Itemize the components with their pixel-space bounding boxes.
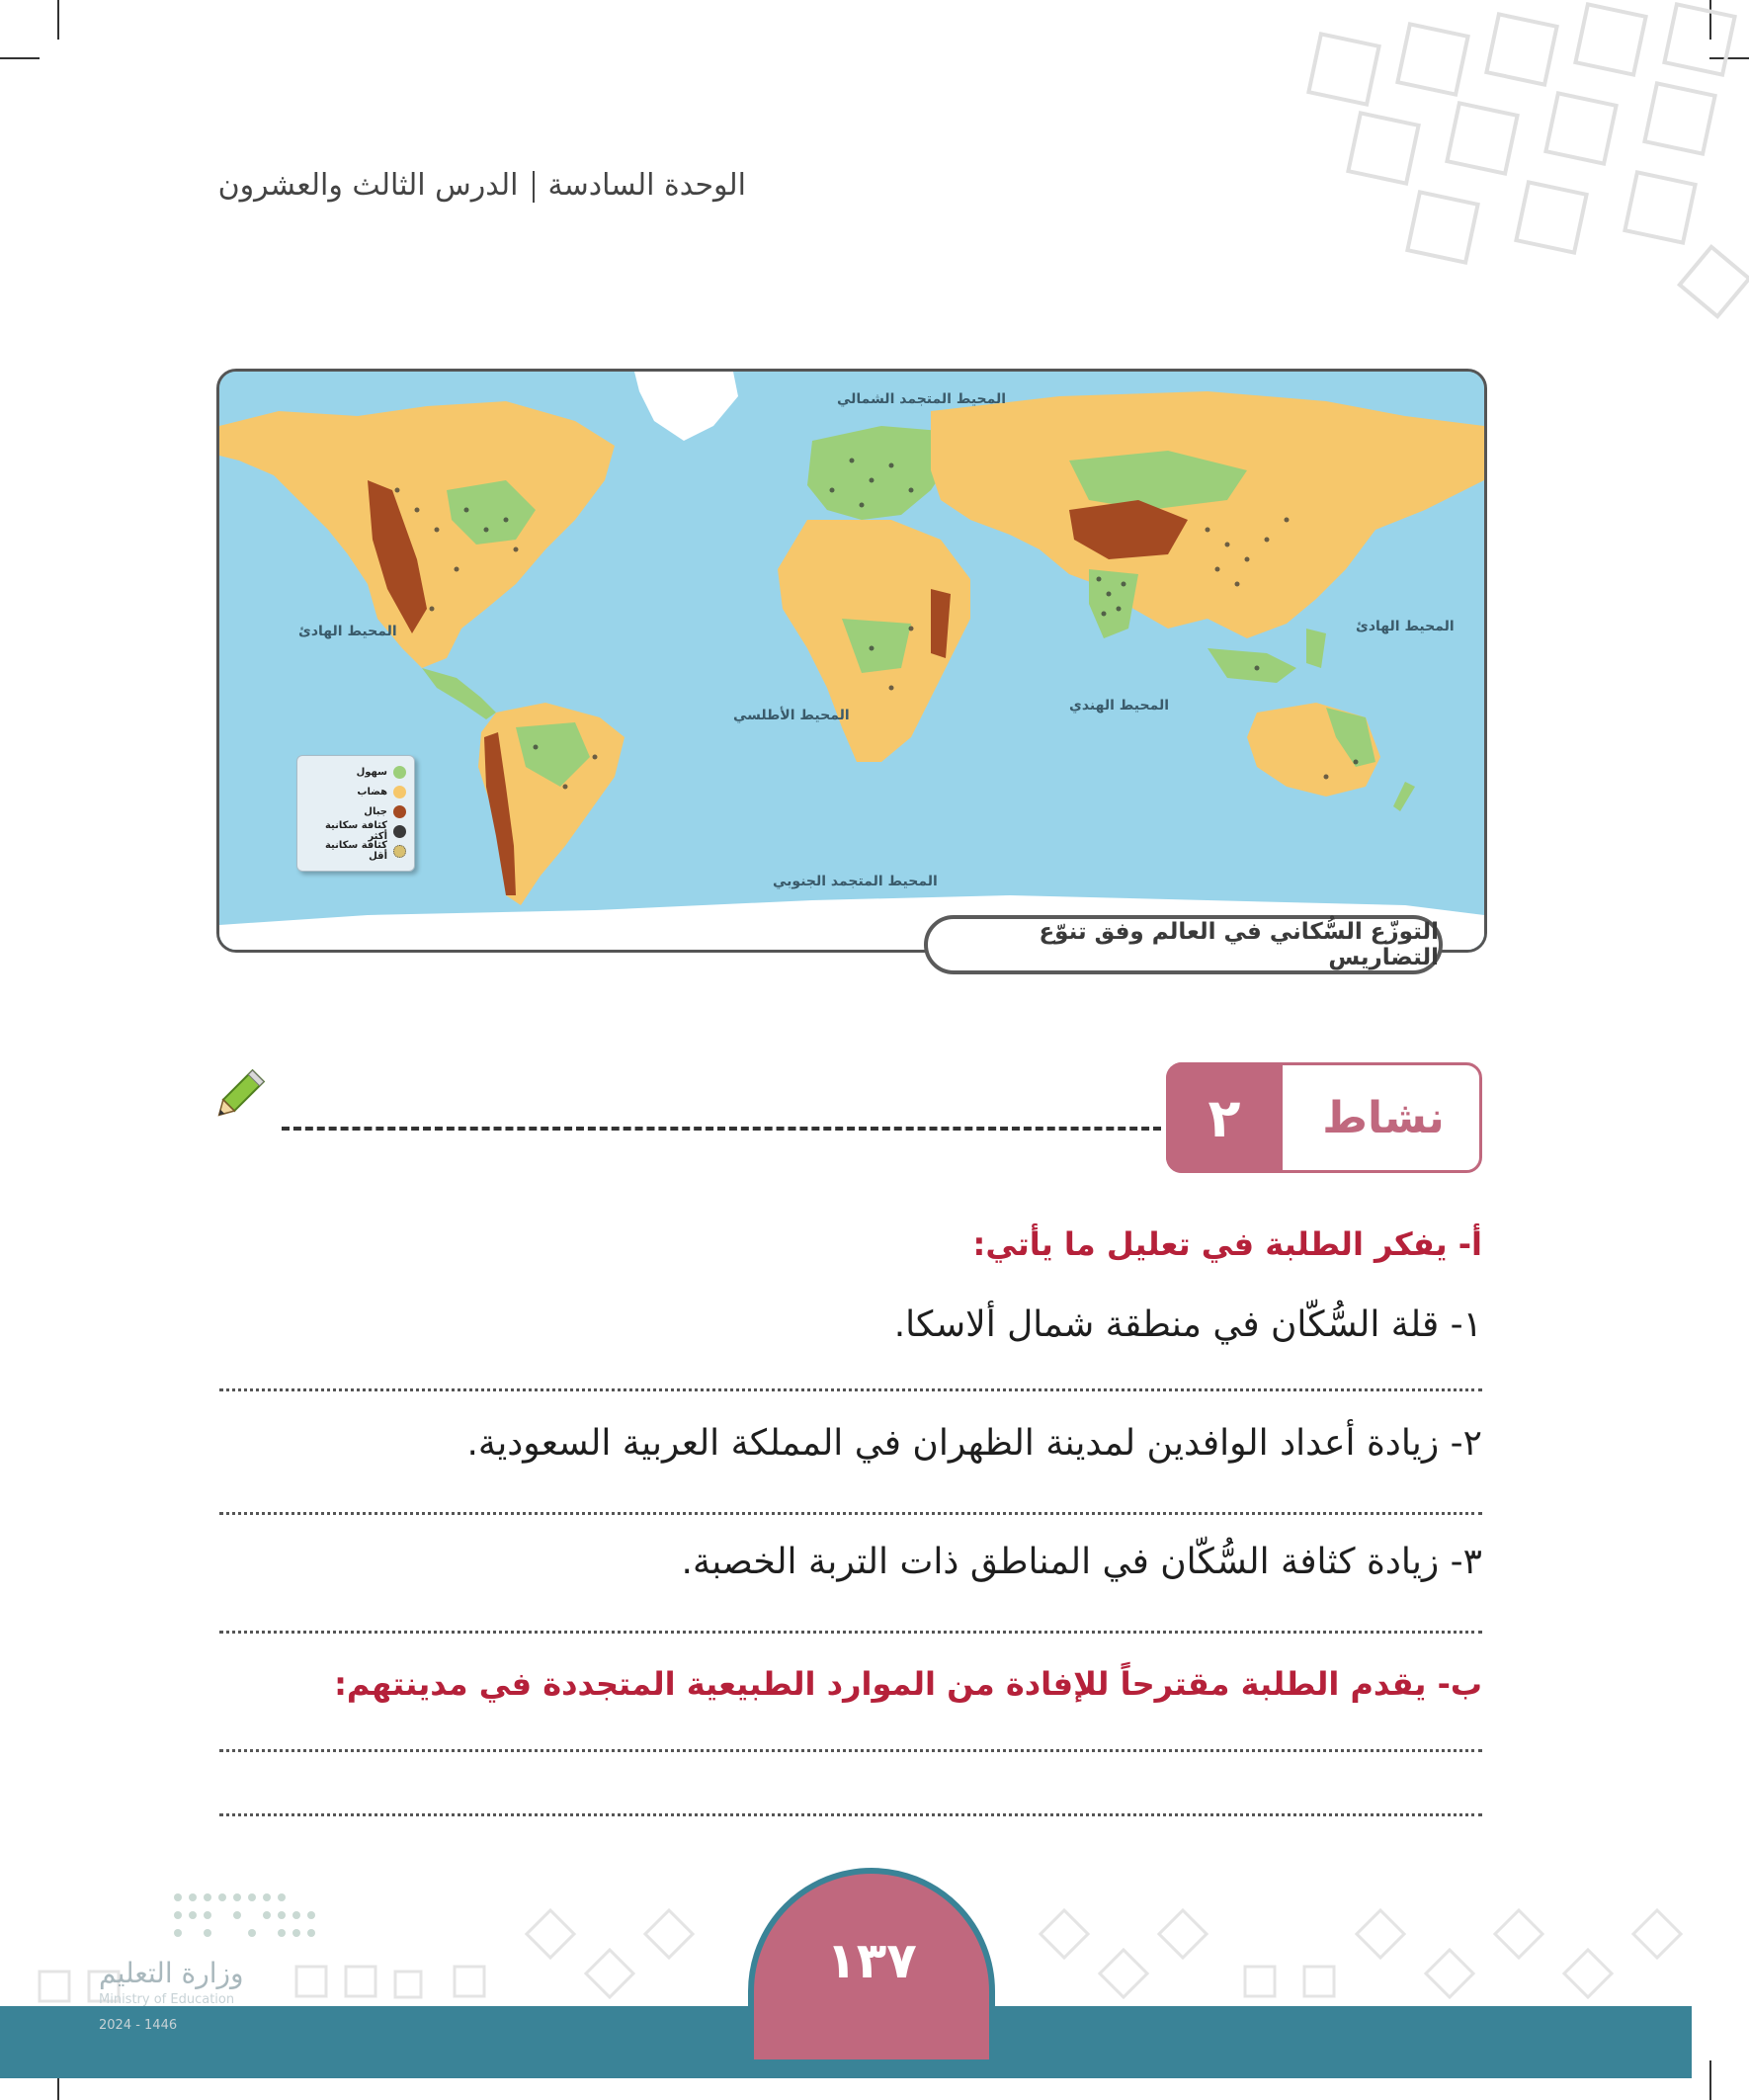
label-southern-ocean: المحيط المتجمد الجنوبي	[773, 874, 938, 889]
page-number: ١٣٧	[826, 1932, 917, 1989]
activity-dashed-line	[282, 1127, 1161, 1131]
legend-item-mountains: جبال	[305, 801, 406, 821]
ministry-logo-text: وزارة التعليم	[99, 1957, 244, 1989]
label-pacific-east: المحيط الهادئ	[1356, 619, 1455, 634]
legend-item-low-density: كثافة سكانية أقل	[305, 841, 406, 861]
map-legend	[296, 755, 415, 872]
ministry-logo-year: 2024 - 1446	[99, 2018, 178, 2033]
crop-mark	[57, 0, 59, 40]
header-separator	[533, 171, 535, 203]
crop-mark	[0, 57, 40, 59]
pencil-icon	[208, 1067, 267, 1127]
ministry-logo-english: Ministry of Education	[99, 1992, 235, 2007]
decorative-pattern	[1235, 0, 1749, 336]
answer-line-2[interactable]	[219, 1512, 1482, 1515]
answer-line-3[interactable]	[219, 1631, 1482, 1634]
page-header	[218, 168, 746, 203]
answer-line-1[interactable]	[219, 1388, 1482, 1391]
label-pacific-west: المحيط الهادئ	[298, 624, 397, 639]
lesson-title: الدرس الثالث والعشرون	[217, 168, 519, 203]
answer-line-4[interactable]	[219, 1749, 1482, 1752]
answer-line-5[interactable]	[219, 1813, 1482, 1816]
section-a-heading: أ- يفكر الطلبة في تعليل ما يأتي:	[972, 1225, 1482, 1263]
section-b-heading: ب- يقدم الطلبة مقترحاً للإفادة من الموارد الطبيعية المتجددة في مدينتهم:	[334, 1665, 1482, 1703]
unit-title: الوحدة السادسة	[547, 168, 746, 203]
world-map	[216, 369, 1487, 953]
legend-item-plains: سهول	[305, 762, 406, 782]
label-indian-ocean: المحيط الهندي	[1069, 698, 1170, 714]
crop-mark	[1709, 2060, 1711, 2100]
activity-label: نشاط	[1322, 1092, 1445, 1143]
activity-number: ٢	[1166, 1062, 1283, 1173]
legend-item-high-density: كثافة سكانية أكثر	[305, 821, 406, 841]
question-3: ٣- زيادة كثافة السُّكّان في المناطق ذات التربة الخصبة.	[681, 1542, 1482, 1582]
label-atlantic-ocean: المحيط الأطلسي	[733, 708, 850, 723]
map-caption: التوزّع السُّكاني في العالم وفق تنوّع التضاريس	[924, 915, 1443, 974]
label-arctic-ocean: المحيط المتجمد الشمالي	[837, 391, 1007, 407]
question-2: ٢- زيادة أعداد الوافدين لمدينة الظهران في المملكة العربية السعودية.	[466, 1423, 1482, 1464]
question-1: ١- قلة السُّكّان في منطقة شمال ألاسكا.	[893, 1304, 1482, 1345]
legend-item-plateaus: هضاب	[305, 782, 406, 801]
